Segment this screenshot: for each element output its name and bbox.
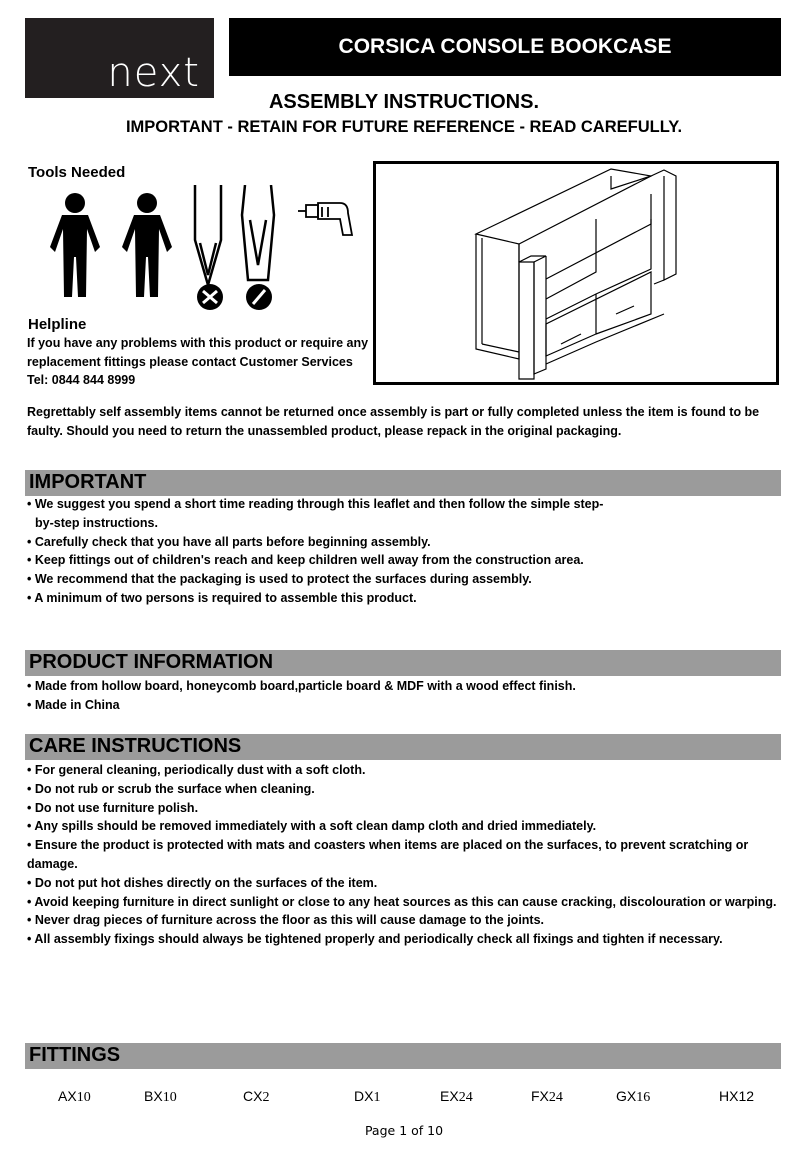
section-title: CARE INSTRUCTIONS — [29, 735, 242, 757]
tools-title: Tools Needed — [28, 164, 126, 181]
list-item: • Any spills should be removed immediately with a soft clean damp cloth and dried immediately. — [27, 819, 597, 834]
list-item: • Ensure the product is protected with mats and coasters when items are placed on the surfaces, to prevent scratching or damage. — [27, 838, 749, 871]
list-item: by-step instructions. — [35, 515, 158, 530]
person-icon — [122, 193, 172, 297]
list-item: • Do not put hot dishes directly on the surfaces of the item. — [27, 875, 378, 890]
list-item: • For general cleaning, periodically dust with a soft cloth. — [27, 763, 366, 777]
flathead-screwdriver-icon — [195, 185, 221, 285]
section-title: FITTINGS — [29, 1044, 121, 1066]
list-item: • Do not rub or scrub the surface when cleaning. — [27, 781, 315, 796]
list-item: • All assembly fixings should always be tightened properly and periodically check all fixings and tighten if necessary. — [27, 932, 723, 947]
list-item: • Made from hollow board, honeycomb board,particle board & MDF with a wood effect finish. — [27, 679, 576, 693]
fitting-label-hx: HX12 — [719, 1088, 755, 1104]
fitting-label-bx: BX10 — [144, 1088, 177, 1105]
product-illustration-frame — [373, 161, 779, 385]
phillips-screwdriver-icon — [242, 185, 274, 280]
section-header-important — [25, 470, 781, 496]
logo-text: next — [107, 50, 200, 96]
page-number: Page 1 of 10 — [364, 1123, 444, 1138]
list-item: • A minimum of two persons is required to assemble this product. — [27, 590, 417, 605]
list-item: • Never drag pieces of furniture across the floor as this will cause damage to the joints. — [27, 913, 545, 928]
list-item: • Do not use furniture polish. — [27, 800, 199, 815]
helpline-text: If you have any problems with this product or require any replacement fittings please contact Customer Services Tel: 0844 844 8999 — [27, 336, 369, 387]
fitting-label-ax: AX10 — [58, 1088, 91, 1105]
bookcase-illustration — [376, 164, 776, 382]
section-header-product-information — [25, 650, 781, 676]
fitting-label-gx: GX16 — [616, 1088, 651, 1105]
returns-note: Regrettably self assembly items cannot be returned once assembly is part or fully completed unless the item is found to be faulty. Should you need to return the unassembled product, please repack in the original packaging. — [27, 405, 760, 438]
brand-logo — [25, 18, 214, 98]
fitting-label-ex: EX24 — [440, 1088, 473, 1105]
helpline-title: Helpline — [28, 316, 87, 333]
person-icon — [50, 193, 100, 297]
page-subheading: IMPORTANT - RETAIN FOR FUTURE REFERENCE - READ CAREFULLY. — [125, 118, 683, 136]
list-item: • Avoid keeping furniture in direct sunlight or close to any heat sources as this can cause cracking, discolouration or warping. — [27, 894, 777, 909]
list-item: • We recommend that the packaging is used to protect the surfaces during assembly. — [27, 572, 532, 587]
important-list — [27, 495, 787, 608]
list-item: • Keep fittings out of children's reach and keep children well away from the construction area. — [27, 553, 584, 568]
section-title: PRODUCT INFORMATION — [29, 651, 274, 673]
section-header-fittings — [25, 1043, 781, 1069]
page-heading: ASSEMBLY INSTRUCTIONS. — [268, 91, 540, 113]
power-drill-icon — [298, 203, 352, 235]
list-item: • Made in China — [27, 697, 120, 712]
tools-illustration — [40, 185, 370, 310]
care-list — [27, 761, 787, 949]
fitting-label-fx: FX24 — [531, 1088, 563, 1105]
section-title: IMPORTANT — [29, 471, 147, 493]
list-item: • Carefully check that you have all parts before beginning assembly. — [27, 534, 431, 549]
product-title-bar — [229, 18, 781, 76]
product-title: CORSICA CONSOLE BOOKCASE — [338, 35, 672, 58]
fitting-label-cx: CX2 — [243, 1088, 270, 1105]
section-header-care-instructions — [25, 734, 781, 760]
product-info-list — [27, 677, 787, 715]
fitting-label-dx: DX1 — [354, 1088, 381, 1105]
list-item: • We suggest you spend a short time reading through this leaflet and then follow the simple step- — [27, 497, 604, 511]
